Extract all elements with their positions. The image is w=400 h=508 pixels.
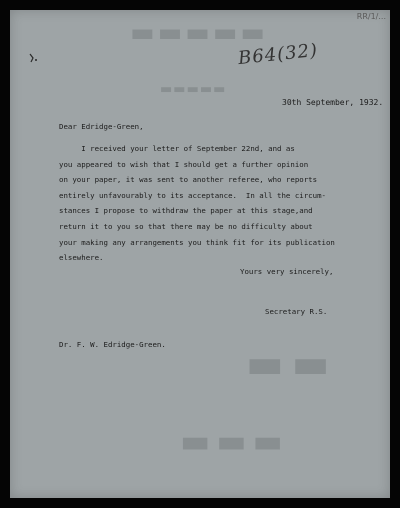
pencil-mark-icon: [28, 52, 38, 64]
body-line: your making any arrangements you think fit for its publication: [59, 237, 335, 247]
letter-sheet: [10, 10, 390, 498]
recipient-name: Dr. F. W. Edridge-Green.: [59, 340, 166, 349]
handwritten-reference: B64(32): [237, 39, 319, 70]
watermark-letterhead: ▬▬▬▬▬: [130, 18, 268, 48]
body-line: entirely unfavourably to its acceptance. In all the circum-: [59, 190, 326, 200]
complimentary-close: Yours very sincerely,: [240, 267, 334, 276]
body-line: you appeared to wish that I should get a further opinion: [59, 159, 309, 169]
body-line: on your paper, it was sent to another referee, who reports: [59, 175, 318, 185]
body-line: elsewhere.: [59, 253, 104, 263]
signature-block: Secretary R.S.: [265, 307, 328, 316]
watermark-subheading: ▬▬▬▬▬: [160, 82, 227, 97]
body-line: stances I propose to withdraw the paper at this stage,and: [59, 206, 313, 216]
body-line: return it to you so that there may be no difficulty about: [59, 221, 313, 231]
salutation: Dear Edridge-Green,: [59, 122, 144, 131]
catalogue-reference: RR/1/...: [356, 12, 386, 21]
letter-body: [59, 141, 335, 266]
watermark-lower: ▬▬▬: [180, 422, 289, 460]
body-line: I received your letter of September 22nd, and as: [59, 144, 295, 153]
watermark-middle: ▬▬: [246, 340, 338, 387]
letter-date: 30th September, 1932.: [282, 98, 384, 107]
